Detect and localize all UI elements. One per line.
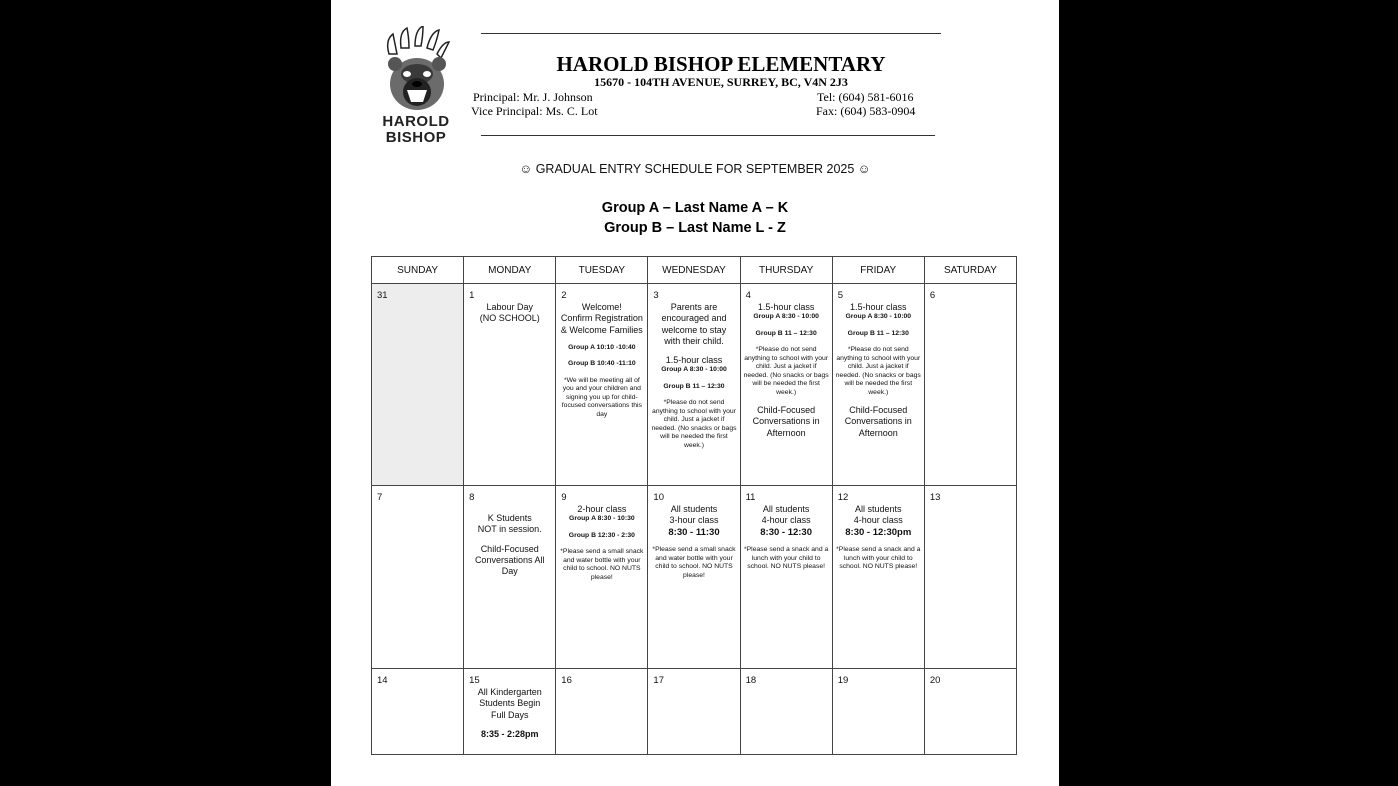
day-number: 3 (653, 290, 659, 301)
day-number: 2 (561, 290, 567, 301)
cell-text: 1.5-hour class (850, 302, 907, 312)
fax-line: Fax: (604) 583-0904 (816, 104, 916, 118)
weekday-header: THURSDAY (740, 257, 832, 284)
day-number: 15 (469, 675, 480, 686)
cell-text: NOT in session. (477, 524, 542, 535)
calendar-table (371, 256, 1017, 755)
day-number: 5 (837, 290, 843, 301)
day-cell (832, 486, 924, 669)
cell-text: 4-hour class (761, 515, 811, 526)
vice-principal-line: Vice Principal: Ms. C. Lot (471, 104, 598, 118)
day-cell (648, 486, 740, 669)
day-number: 8 (469, 492, 475, 503)
cell-text: 1.5-hour class (757, 302, 815, 312)
day-number: 6 (929, 290, 936, 301)
day-cell (556, 669, 648, 755)
week-row (372, 284, 1017, 486)
cell-text: 4-hour class (853, 515, 903, 526)
cell-text: Parents are encouraged and welcome to stay with their child. (661, 302, 727, 346)
cell-text: *Please do not send anything to school with your child. Just a jacket if needed. (No snacks or bags will be needed the first week.) (743, 346, 829, 396)
cell-text: *Please send a small snack and water bottle with your child to school. NO NUTS please! (652, 546, 736, 579)
phone-line: Tel: (604) 581-6016 (817, 90, 914, 104)
day-number: 13 (929, 492, 941, 503)
cell-text: Labour Day (486, 302, 533, 312)
bottom-rule (481, 135, 935, 136)
weekday-header: TUESDAY (556, 257, 648, 284)
cell-text: Group B 11 – 12:30 (663, 382, 725, 390)
day-number: 4 (745, 290, 751, 301)
cell-text: 3-hour class (669, 515, 719, 526)
cell-text: 8:30 - 12:30 (760, 526, 813, 538)
cell-text: *We will be meeting all of you and your children and signing you up for child-focused conversations this day (561, 376, 642, 418)
day-cell (372, 486, 464, 669)
day-number: 16 (561, 675, 572, 686)
day-cell (924, 669, 1016, 755)
cell-text: Group B 11 – 12:30 (847, 329, 909, 337)
cell-text: All students (762, 504, 810, 514)
document-page (331, 0, 1059, 786)
cell-text: 8:30 - 12:30pm (845, 526, 912, 538)
schedule-title: ☺ GRADUAL ENTRY SCHEDULE FOR SEPTEMBER 2025 ☺ (519, 162, 871, 176)
day-number: 12 (837, 492, 849, 503)
cell-text: Group B 12:30 - 2:30 (568, 531, 635, 539)
cell-text: *Please do not send anything to school with your child. Just a jacket if needed. (No snacks or bags will be needed the first week.) (651, 399, 737, 449)
day-number: 31 (377, 290, 388, 301)
week-row (372, 669, 1017, 755)
weekday-header: WEDNESDAY (648, 257, 740, 284)
cell-text: *Please send a small snack and water bottle with your child to school. NO NUTS please! (560, 548, 644, 581)
day-cell (372, 284, 464, 486)
day-number: 10 (653, 492, 664, 503)
cell-text: 2-hour class (577, 504, 627, 514)
principal-line: Principal: Mr. J. Johnson (473, 90, 593, 104)
day-cell (372, 669, 464, 755)
day-cell (740, 284, 832, 486)
cell-text: Group B 10:40 -11:10 (568, 360, 636, 368)
day-cell (648, 284, 740, 486)
cell-text: *Please do not send anything to school with your child. Just a jacket if needed. (No snacks or bags will be needed the first week.) (835, 346, 921, 396)
weekday-header: FRIDAY (832, 257, 924, 284)
logo-text-bishop: BISHOP (385, 129, 447, 146)
cell-text: 8:30 - 11:30 (668, 526, 720, 538)
day-number: 1 (469, 290, 475, 301)
cell-text: Group A 8:30 - 10:00 (845, 313, 912, 321)
school-address: 15670 - 104TH AVENUE, SURREY, BC, V4N 2J3 (594, 75, 848, 89)
day-cell (648, 669, 740, 755)
day-cell (556, 284, 648, 486)
cell-text: *Please send a snack and a lunch with your child to school. NO NUTS please! (836, 546, 921, 571)
weekday-header: MONDAY (464, 257, 556, 284)
cell-text: & Welcome Families (560, 324, 643, 335)
cell-text: Child-Focused Conversations All Day (474, 543, 545, 576)
cell-text: Confirm Registration (560, 313, 643, 324)
day-number: 17 (653, 675, 664, 686)
cell-text: K Students (487, 513, 532, 523)
day-number: 14 (377, 675, 388, 686)
day-number: 18 (745, 675, 757, 686)
weekday-header: SATURDAY (924, 257, 1016, 284)
day-cell (832, 284, 924, 486)
day-cell (740, 486, 832, 669)
cell-text: Child-Focused Conversations in Afternoon (752, 405, 820, 438)
cell-text: Child-Focused Conversations in Afternoon (844, 405, 912, 438)
cell-text: 1.5-hour class (665, 355, 723, 365)
day-cell (832, 669, 924, 755)
day-number: 20 (929, 675, 941, 686)
bear-paw-icon (379, 26, 453, 114)
group-a-label: Group A – Last Name A – K (601, 200, 789, 216)
group-b-label: Group B – Last Name L - Z (604, 220, 786, 236)
week-row (372, 486, 1017, 669)
day-number: 11 (745, 492, 756, 503)
cell-text: Group B 11 – 12:30 (755, 329, 817, 337)
day-cell (740, 669, 832, 755)
cell-text: *Please send a snack and a lunch with your child to school. NO NUTS please! (744, 546, 829, 571)
day-number: 19 (837, 675, 849, 686)
day-cell (464, 669, 556, 755)
day-cell (464, 284, 556, 486)
cell-text: All students (670, 504, 718, 514)
top-rule (481, 33, 941, 34)
cell-text: Group A 10:10 -10:40 (568, 343, 636, 351)
weekday-header-row (372, 257, 1017, 284)
cell-text: (NO SCHOOL) (479, 313, 540, 324)
day-number: 7 (377, 492, 383, 503)
day-number: 9 (561, 492, 567, 503)
cell-text: All students (855, 504, 902, 514)
cell-text: All Kindergarten Students Begin Full Days (477, 687, 542, 720)
weekday-header: SUNDAY (372, 257, 464, 284)
cell-text: Group A 8:30 - 10:00 (753, 313, 819, 321)
day-cell (924, 284, 1016, 486)
cell-text: 8:35 - 2:28pm (480, 728, 539, 739)
day-cell (556, 486, 648, 669)
day-cell (464, 486, 556, 669)
bear-logo (379, 26, 453, 148)
cell-text: Welcome! (581, 302, 622, 312)
logo-text-harold: HAROLD (382, 113, 450, 130)
cell-text: Group A 8:30 - 10:00 (661, 366, 727, 374)
cell-text: Group A 8:30 - 10:30 (569, 515, 635, 523)
day-cell (924, 486, 1016, 669)
school-name: HAROLD BISHOP ELEMENTARY (556, 52, 886, 76)
